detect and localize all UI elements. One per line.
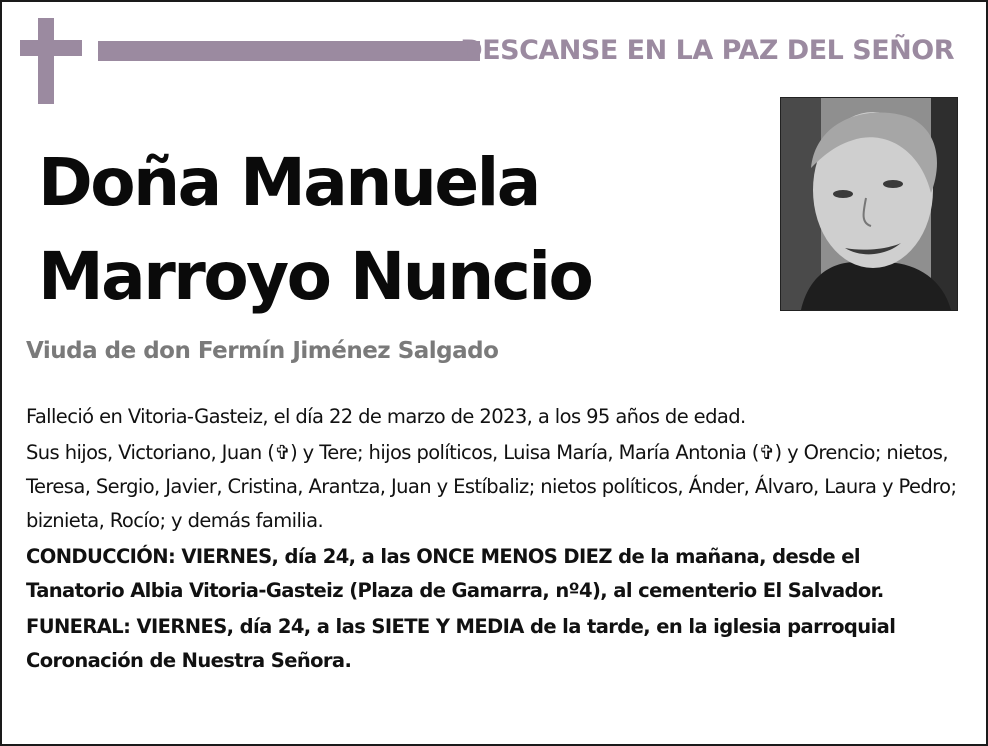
portrait-illustration: [781, 98, 957, 310]
name-line-2: Marroyo Nuncio: [38, 238, 592, 315]
cross-icon-vertical: [38, 18, 54, 104]
family-paragraph: [26, 436, 962, 538]
conduccion-paragraph: CONDUCCIÓN: VIERNES, día 24, a las ONCE MENOS DIEZ de la mañana, desde el Tanatorio Albia Vitoria-Gasteiz (Plaza de Gamarra, nº4), al cementerio El Salvador.: [26, 545, 884, 602]
cross-icon: ✞: [758, 441, 775, 464]
family-text-2: ) y Tere; hijos políticos, Luisa María, María Antonia (: [290, 441, 759, 464]
portrait-photo: [780, 97, 958, 311]
subtitle: Viuda de don Fermín Jiménez Salgado: [26, 338, 499, 364]
cross-icon-horizontal: [20, 40, 82, 56]
family-text-1: Sus hijos, Victoriano, Juan (: [26, 441, 275, 464]
cross-icon: ✞: [274, 441, 291, 464]
name-line-1: Doña Manuela: [38, 144, 539, 221]
family-text-3: ) y Orencio; nietos, Teresa, Sergio, Javier, Cristina, Arantza, Juan y Estíbaliz; nietos políticos, Ánder, Álvaro, Laura y Pedro; biznieta, Rocío; y demás familia.: [26, 441, 957, 532]
notice-body: [26, 399, 962, 680]
death-notice: Falleció en Vitoria-Gasteiz, el día 22 de marzo de 2023, a los 95 años de edad.: [26, 405, 746, 428]
header-title: DESCANSE EN LA PAZ DEL SEÑOR: [460, 35, 954, 66]
deceased-name: [38, 136, 591, 324]
header-rule: [98, 41, 480, 61]
funeral-paragraph: FUNERAL: VIERNES, día 24, a las SIETE Y MEDIA de la tarde, en la iglesia parroquial Coronación de Nuestra Señora.: [26, 615, 896, 672]
